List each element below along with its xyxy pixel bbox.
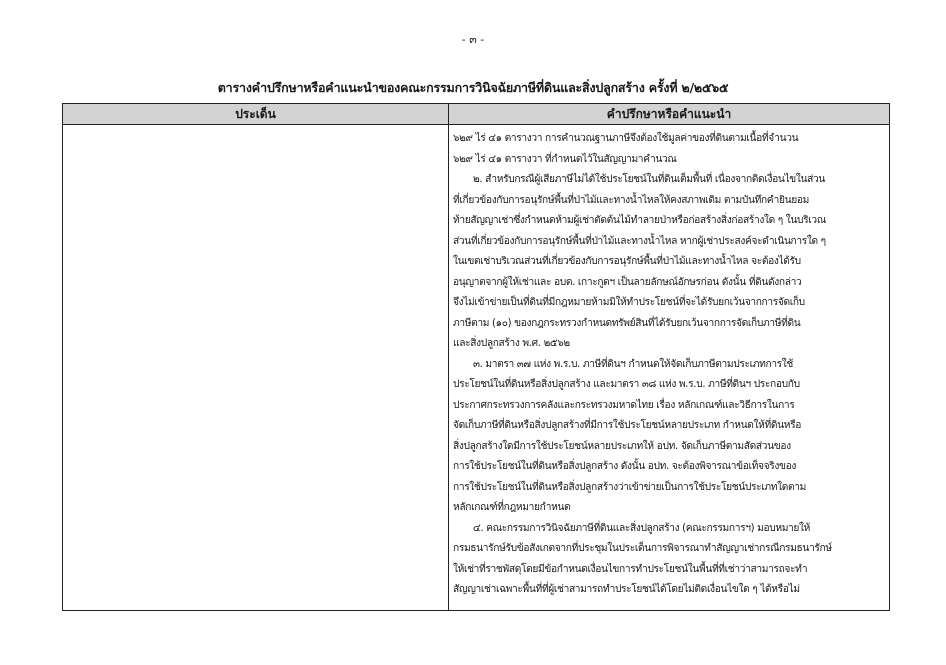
advice-line: ๖๒๙ ไร่ ๔๑ ตารางวา ที่กำหนดไว้ในสัญญามาคำนวณ xyxy=(453,153,677,165)
advice-line: อนุญาตจากผู้ให้เช่าและ อบต. เกาะกูดฯ เป็นลายลักษณ์อักษรก่อน ดังนั้น ที่ดินดังกล่าว xyxy=(453,276,802,288)
advice-line: ๓. มาตรา ๓๗ แห่ง พ.ร.บ. ภาษีที่ดินฯ กำหนดให้จัดเก็บภาษีตามประเภทการใช้ xyxy=(473,358,793,370)
advice-line: กรมธนารักษ์รับข้อสังเกตจากที่ประชุมในประเด็นการพิจารณาทำสัญญาเช่ากรณีกรมธนารักษ์ xyxy=(453,543,832,554)
advice-line: ๒. สำหรับกรณีผู้เสียภาษีไม่ได้ใช้ประโยชน์ในที่ดินเต็มพื้นที่ เนื่องจากติดเงื่อนไขในส่วน xyxy=(473,174,825,185)
advice-line: ในเขตเช่าบริเวณส่วนที่เกี่ยวข้องกับการอนุรักษ์พื้นที่ป่าไม้และทางน้ำไหล จะต้องได้รับ xyxy=(453,256,801,267)
advice-line: สิ่งปลูกสร้างใดมีการใช้ประโยชน์หลายประเภทให้ อปท. จัดเก็บภาษีตามสัดส่วนของ xyxy=(453,440,791,452)
table-header-row xyxy=(63,104,890,125)
advice-line: ๖๒๙ ไร่ ๔๑ ตารางวา การคำนวณฐานภาษีจึงต้องใช้มูลค่าของที่ดินตามเนื้อที่จำนวน xyxy=(453,133,799,144)
advice-line: และสิ่งปลูกสร้าง พ.ศ. ๒๕๖๒ xyxy=(453,338,570,349)
issue-cell xyxy=(63,125,449,611)
page-number: - ๓ - xyxy=(461,33,485,46)
advice-line: ที่เกี่ยวข้องกับการอนุรักษ์พื้นที่ป่าไม้และทางน้ำไหลให้คงสภาพเดิม ตามบันทึกคำยินยอม xyxy=(453,194,809,206)
header-advice: คำปรึกษาหรือคำแนะนำ xyxy=(449,104,890,125)
header-issue: ประเด็น xyxy=(63,104,449,125)
advice-line: สัญญาเช่าเฉพาะพื้นที่ที่ผู้เช่าสามารถทำประโยชน์ได้โดยไม่ติดเงื่อนไขใด ๆ ได้หรือไม่ xyxy=(453,584,800,595)
advice-line: ภาษีตาม (๑๐) ของกฎกระทรวงกำหนดทรัพย์สินที่ได้รับยกเว้นจากการจัดเก็บภาษีที่ดิน xyxy=(453,317,801,329)
advice-line: ๔. คณะกรรมการวินิจฉัยภาษีที่ดินและสิ่งปลูกสร้าง (คณะกรรมการฯ) มอบหมายให้ xyxy=(473,522,811,534)
advice-line: จึงไม่เข้าข่ายเป็นที่ดินที่มีกฎหมายห้ามมิให้ทำประโยชน์ที่จะได้รับยกเว้นจากการจัดเก็บ xyxy=(453,297,805,308)
advice-line: หลักเกณฑ์ที่กฎหมายกำหนด xyxy=(453,502,571,513)
table-row xyxy=(63,125,890,611)
advice-cell xyxy=(449,125,890,611)
advice-line: ให้เช่าที่ราชพัสดุโดยมีข้อกำหนดเงื่อนไขการทำประโยชน์ในพื้นที่ที่เช่าว่าสามารถจะทำ xyxy=(453,563,808,575)
advice-line: ส่วนที่เกี่ยวข้องกับการอนุรักษ์พื้นที่ป่าไม้และทางน้ำไหล หากผู้เช่าประสงค์จะดำเนินการใด ๆ xyxy=(453,235,826,247)
advice-line: ท้ายสัญญาเช่าซึ่งกำหนดห้ามผู้เช่าตัดต้นไม้ทำลายป่าหรือก่อสร้างสิ่งก่อสร้างใด ๆ ในบริเวณ xyxy=(453,215,826,226)
advice-line: จัดเก็บภาษีที่ดินหรือสิ่งปลูกสร้างที่มีการใช้ประโยชน์หลายประเภท กำหนดให้ที่ดินหรือ xyxy=(453,420,802,431)
document-title: ตารางคำปรึกษาหรือคำแนะนำของคณะกรรมการวินิจฉัยภาษีที่ดินและสิ่งปลูกสร้าง ครั้งที่ ๒/๒๕๖๕ xyxy=(217,80,729,95)
advice-line: การใช้ประโยชน์ในที่ดินหรือสิ่งปลูกสร้างว่าเข้าข่ายเป็นการใช้ประโยชน์ประเภทใดตาม xyxy=(453,481,807,493)
advice-line: ประโยชน์ในที่ดินหรือสิ่งปลูกสร้าง และมาตรา ๓๘ แห่ง พ.ร.บ. ภาษีที่ดินฯ ประกอบกับ xyxy=(453,379,800,390)
advice-line: ประกาศกระทรวงการคลังและกระทรวงมหาดไทย เรื่อง หลักเกณฑ์และวิธีการในการ xyxy=(453,399,795,411)
advice-line: การใช้ประโยชน์ในที่ดินหรือสิ่งปลูกสร้าง ดังนั้น อปท. จะต้องพิจารณาข้อเท็จจริงของ xyxy=(453,461,796,472)
advice-table xyxy=(62,103,890,611)
